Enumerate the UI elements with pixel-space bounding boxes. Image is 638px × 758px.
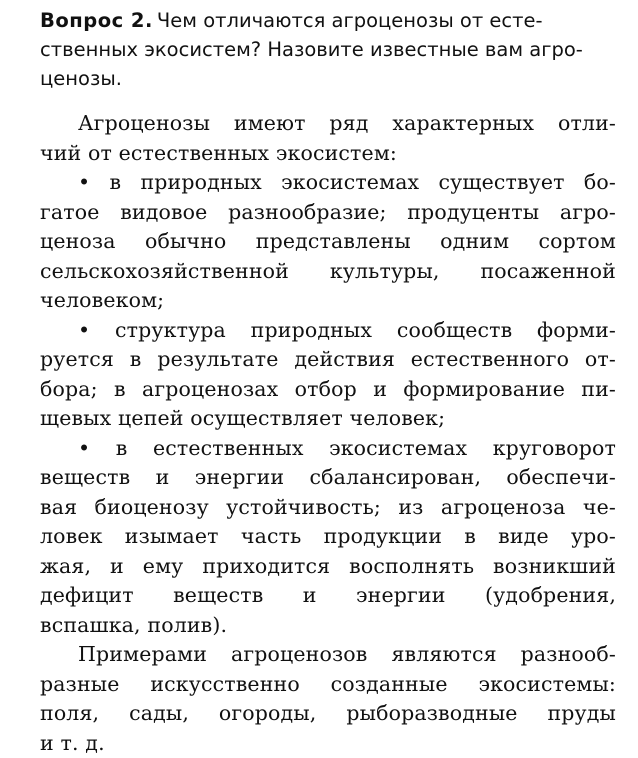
- question-line-3: ценозы.: [40, 64, 616, 93]
- bullet-line: ловек изымает часть продукции в виде уро-: [40, 522, 616, 552]
- conclusion-line: разные искусственно созданные экосистемы:: [40, 670, 616, 700]
- bullet-line: • в природных экосистемах существует бо-: [40, 168, 616, 198]
- bullet-line: жая, и ему приходится восполнять возникший: [40, 552, 616, 582]
- answer-conclusion: [40, 640, 616, 758]
- bullet-line: бора; в агроценозах отбор и формирование пи-: [40, 375, 616, 405]
- bullet-item-structure: [40, 316, 616, 434]
- question-block: [40, 6, 616, 93]
- conclusion-line: поля, сады, огороды, рыборазводные пруды: [40, 699, 616, 729]
- question-label: Вопрос 2.: [40, 9, 153, 32]
- bullet-line: человеком;: [40, 286, 616, 316]
- bullet-line: гатое видовое разнообразие; продуценты агро-: [40, 198, 616, 228]
- bullet-line: вая биоценозу устойчивость; из агроценоза че-: [40, 493, 616, 523]
- bullet-line: • структура природных сообществ форми-: [40, 316, 616, 346]
- bullet-line: вспашка, полив).: [40, 611, 616, 641]
- bullet-line: сельскохозяйственной культуры, посаженной: [40, 257, 616, 287]
- conclusion-line: и т. д.: [40, 729, 616, 758]
- answer-block: [40, 109, 616, 758]
- bullet-line: щевых цепей осуществляет человек;: [40, 404, 616, 434]
- question-text-1: Чем отличаются агроценозы от есте-: [157, 9, 543, 32]
- answer-intro: [40, 109, 616, 168]
- bullet-line: • в естественных экосистемах круговорот: [40, 434, 616, 464]
- bullet-line: руется в результате действия естественного от-: [40, 345, 616, 375]
- bullet-item-cycle: [40, 434, 616, 641]
- bullet-item-biodiversity: [40, 168, 616, 316]
- question-line-2: ственных экосистем? Назовите известные вам агро-: [40, 35, 616, 64]
- conclusion-line: Примерами агроценозов являются разнооб-: [40, 640, 616, 670]
- question-line-1: [40, 6, 616, 35]
- bullet-line: веществ и энергии сбалансирован, обеспечи-: [40, 463, 616, 493]
- intro-line: чий от естественных экосистем:: [40, 139, 616, 169]
- bullet-line: дефицит веществ и энергии (удобрения,: [40, 581, 616, 611]
- bullet-line: ценоза обычно представлены одним сортом: [40, 227, 616, 257]
- intro-line: Агроценозы имеют ряд характерных отли-: [40, 109, 616, 139]
